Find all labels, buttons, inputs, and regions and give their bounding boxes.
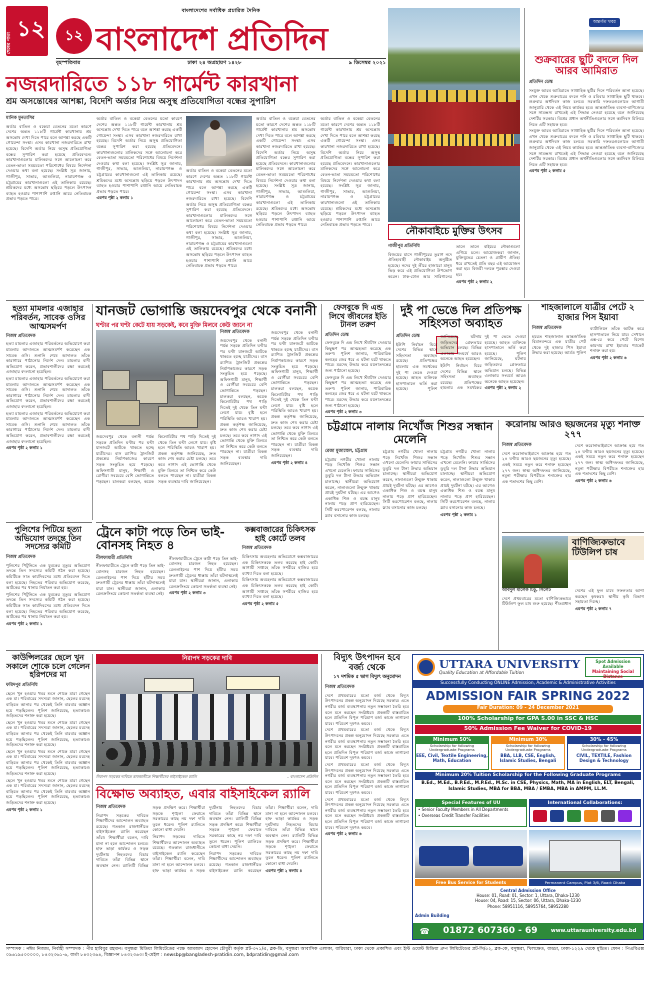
ad-scholarship-1: 100% Scholarship for GPA 5.00 in SSC & HSC <box>415 715 641 724</box>
ad-intl: International Collaborations: <box>529 799 641 827</box>
facebook-byline: প্রতিদিন ডেস্ক <box>325 332 349 338</box>
story-murder: হত্যা মামলার এজাহার পরিবর্তন, সাবেক ওসির আত্মসমর্পণ নিজস্ব প্রতিবেদক হত্যা মামলার এজাহার পরিবর্তনের অভিযোগে করা মামলায় আদালতে আত্মসমর্পণ করেছেন এক সাবেক ওসি। শুনানি শেষে আদালত তাঁকে কারাগারে পাঠানোর নির্দেশ দেন। মামলার বাদী অভিযোগ করেন, প্রভাবশালীদের রক্ষা করতেই এজাহার বদলানো হয়েছিল। হত্যা মামলার এজাহার পরিবর্তনের অভিযোগে করা মামলায় আদালতে আত্মসমর্পণ করেছেন এক সাবেক ওসি। শুনানি শেষে আদালত তাঁকে কারাগারে পাঠানোর নির্দেশ দেন। মামলার বাদী অভিযোগ করেন, প্রভাবশালীদের রক্ষা করতেই এজাহার বদলানো হয়েছিল। হত্যা মামলার এজাহার পরিবর্তনের অভিযোগে করা মামলায় আদালতে আত্মসমর্পণ করেছেন এক সাবেক ওসি। শুনানি শেষে আদালত তাঁকে কারাগারে পাঠানোর নির্দেশ দেন। মামলার বাদী অভিযোগ করেন, প্রভাবশালীদের রক্ষা করতেই এজাহার বদলানো হয়েছিল। এরপর পৃষ্ঠা ২ কলাম ১ <box>6 303 90 451</box>
tulip-byline: আবদুল মালেক টিটু, সিলেট <box>502 588 551 593</box>
sidebar-column: অন্তর্গত খবর শুক্রবারের ছুটি বদলে দিল আরব আমিরাত প্রতিদিন ডেস্ক সংযুক্ত আরব আমিরাতে সাপ্তাহিক ছুটির দিনে পরিবর্তন আনা হয়েছে। এখন থেকে শুক্রবারের বদলে শনি ও রবিবার সাপ্তাহিক ছুটি থাকবে। শুক্রবার অর্ধদিবস কাজ চলবে। সরকারি দফতরগুলোতে আগামী জানুয়ারি থেকে এই নিয়ম কার্যকর হবে। আন্তর্জাতিক ব্যবসা-বাণিজ্যের সঙ্গে সামঞ্জস্য রাখতেই এই সিদ্ধান্ত নেওয়া হয়েছে বলে জানিয়েছে দেশটির সরকার। বিশ্বের প্রধান অর্থনীতিগুলোর সঙ্গে কর্মদিবস মিলিয়ে নিতে এটি সহায়ক হবে। সংযুক্ত আরব আমিরাতে সাপ্তাহিক ছুটির দিনে পরিবর্তন আনা হয়েছে। এখন থেকে শুক্রবারের বদলে শনি ও রবিবার সাপ্তাহিক ছুটি থাকবে। শুক্রবার অর্ধদিবস কাজ চলবে। সরকারি দফতরগুলোতে আগামী জানুয়ারি থেকে এই নিয়ম কার্যকর হবে। আন্তর্জাতিক ব্যবসা-বাণিজ্যের সঙ্গে সামঞ্জস্য রাখতেই এই সিদ্ধান্ত নেওয়া হয়েছে বলে জানিয়েছে দেশটির সরকার। বিশ্বের প্রধান অর্থনীতিগুলোর সঙ্গে কর্মদিবস মিলিয়ে নিতে এটি সহায়ক হবে। এরপর পৃষ্ঠা ২ কলাম ৫ <box>524 8 644 298</box>
chittagong-body: চট্টগ্রাম নগরীর খোলা নালায় পড়ে নিখোঁজ শিশুর সন্ধান এখনো মেলেনি। ফায়ার সার্ভিসের ডুবুরি দল টানা উদ্ধার অভিযান চালাচ্ছে। স্থানীয়রা অভিযোগ করেন, নালাগুলো উন্মুক্ত থাকায় প্রায়ই দুর্ঘটনা ঘটছে। এর আগেও একাধিক শিশু ও বয়স্ক মানুষ নালায় পড়ে প্রাণ হারিয়েছেন। সিটি করপোরেশন বলছে, নালায় স্ল্যাব বসানোর কাজ চলছে। <box>325 456 380 518</box>
issue-date-en: ৯ ডিসেম্বর ২০২১ <box>348 60 386 66</box>
violence-headline: দুই পা ভেঙে দিল প্রতিপক্ষ সহিংসতা অব্যাহত <box>400 303 522 330</box>
lead-story <box>6 116 182 296</box>
traffic-headline: যানজট ভোগান্তি জয়দেবপুর থেকে বনানী <box>96 303 317 319</box>
traffic-subhead: ঘণ্টার পর ঘণ্টা কেটে যায় সড়কেই, কবে মুক্তি মিলবে কেউ জানে না <box>96 323 253 330</box>
police-body: পুলিশের পিটুনিতে এক যুবকের মৃত্যুর অভিযোগ তদন্তে তিন সদস্যের কমিটি গঠন করা হয়েছে। কমিটিকে সাত কার্যদিবসের মধ্যে প্রতিবেদন দিতে বলা হয়েছে। নিহতের পরিবার অভিযোগ করেছে, আটকের পর থানায় নির্যাতন করা হয়। <box>6 562 90 591</box>
phone-icon: ☎ <box>419 926 430 936</box>
imprint-footer: সম্পাদক : নঈম নিজাম, নির্বাহী সম্পাদক : পীর হাবিবুর রহমান। বসুন্ধরা মিডিয়া লিমিটেডের পক্ষে আমজাদ হোসেন চৌধুরী কর্তৃক প্লট-৩৭১/এ, ব্লক-ডি, বসুন্ধরা আবাসিক এলাকা, বারিধারা, ঢাকা থেকে প্রকাশিত এবং ইস্ট ওয়েস্ট মিডিয়া গ্রুপ লিমিটেডের প্লট-সি/৫২, ব্লক-কে, বসুন্ধরা, খিলক্ষেত, বাড্ডা, ঢাকা-১২২৯ থেকে মুদ্রিত। ফোন : পিএবিএক্স ০৯৬১৯৫০০০০০, ৮৪৩২৩৬১-৬, বার্তা ৮৪৩২৩৬৪, বিজ্ঞাপন ৮৪৩২৩৬৩। ই-মেইল : newsbp@bangladesh-pratidin.com, bdpratidin@gmail.com <box>6 947 644 959</box>
lead-headline: নজরদারিতে ১১৮ গার্মেন্ট কারখানা <box>6 71 298 96</box>
police-continuation: এরপর পৃষ্ঠা ২ কলাম ১ <box>6 620 43 626</box>
murder-byline: নিজস্ব প্রতিবেদক <box>6 333 36 339</box>
murder-continuation: এরপর পৃষ্ঠা ২ কলাম ১ <box>6 445 43 451</box>
facebook-body: ফেসবুকে দি এন্ড লিখে স্ট্যাটাস দেওয়ার কিছুক্ষণ পর আত্মহত্যা করেছে এক তরুণ। পুলিশ জানায়, পারিবারিক কলহের জের ধরে এ ঘটনা ঘটে থাকতে পারে। মরদেহ উদ্ধার করে ময়নাতদন্তের জন্য পাঠানো হয়েছে। <box>325 340 391 374</box>
tulip-continuation: এরপর পৃষ্ঠা ২ কলাম ৭ <box>575 605 612 611</box>
ad-header <box>413 655 643 679</box>
story-coxsbazar: কক্সবাজারের চিকিৎসক হাই কোর্টে তলব নিজস্ব প্রতিবেদক চিকিৎসায় অবহেলার অভিযোগে কক্সবাজারের এক চিকিৎসককে তলব করেছে হাই কোর্ট। আগামী সপ্তাহে তাঁকে সশরীরে হাজির হয়ে ব্যাখ্যা দিতে বলা হয়েছে। চিকিৎসায় অবহেলার অভিযোগে কক্সবাজারের এক চিকিৎসককে তলব করেছে হাই কোর্ট। আগামী সপ্তাহে তাঁকে সশরীরে হাজির হয়ে ব্যাখ্যা দিতে বলা হয়েছে। এরপর পৃষ্ঠা ২ কলাম ৫ <box>242 525 318 606</box>
ad-office: Central Admission Office House: 01, Road: 01, Sector: 1, Uttara, Dhaka-1230 House: 04, Road: 15, Sector: 06, Uttara, Dhaka-1230 Phone: 58951116, 58955764, 58952280 <box>475 888 581 909</box>
uae-continuation: এরপর পৃষ্ঠা ২ কলাম ৫ <box>529 168 566 174</box>
violence-byline: প্রতিদিন ডেস্ক <box>396 334 420 339</box>
airport-body: হযরত শাহজালাল আন্তর্জাতিক বিমানবন্দরে এক যাত্রীর পেট থেকে দুই হাজার পিস ইয়াবা উদ্ধার করা হয়েছে। আর্মড পুলিশ ব্যাটালিয়ন তাঁকে আটক করে হাসপাতালে নিয়ে যায়। সেখানে এক্স-রে করে পেটে বিশেষ কায়দায় রাখা ইয়াবার প্যাকেট শনাক্ত করা হয়। <box>532 326 644 356</box>
train-body: নীলফামারীতে ট্রেনে কাটা পড়ে তিন ভাই-বোনসহ চারজন নিহত হয়েছেন। রেললাইনের পাশ দিয়ে হাঁটার সময় দ্রুতগামী ট্রেনের ধাক্কায় তাঁরা ঘটনাস্থলেই মারা যান। স্থানীয়রা জানান, এলাকায় রেলক্রসিংয়ে কোনো সতর্কতা ব্যবস্থা নেই। <box>96 563 165 597</box>
masthead-tagline: বাংলাদেশের সর্বাধিক প্রচারিত দৈনিক <box>181 8 261 14</box>
protest-continuation: এরপর পৃষ্ঠা ২ কলাম ৪ <box>265 867 303 873</box>
sidebar-label: অন্তর্গত খবর <box>589 18 620 27</box>
protest-headline: বিক্ষোভ অব্যাহত, এবার বাইসাইকেল র‌্যালি <box>96 786 310 801</box>
protest-body: নিরাপদ সড়কের দাবিতে শিক্ষার্থীদের আন্দোলন অব্যাহত রয়েছে। গতকাল রাজধানীতে বাইসাইকেল র‌্যালি করেছেন তাঁরা। শিক্ষার্থীরা বলেন, দাবি মানা না হলে আন্দোলন চলবে। হাফ ভাড়া কার্যকর ও সড়ক দুর্ঘটনায় নিহতদের বিচার দাবিতে তাঁরা বিভিন্ন স্থানে অবস্থান নেন। র‌্যালিটি বিভিন্ন সড়ক প্রদক্ষিণ করে। শিক্ষার্থীরা সড়কে শৃঙ্খলা ফেরাতে সরকারের কাছে নয় দফা দাবি তুলে ধরেন। পুলিশ র‌্যালিতে কোনো বাধা দেয়নি। <box>96 805 205 868</box>
councillor-byline: ফরিদপুর প্রতিনিধি <box>6 683 38 689</box>
ad-graduate-programs: B.Ed., M.Ed., B.P.Ed., M.P.Ed., M.Sc. in CSE, Physics, Math, MA in English, ELT, Bengali, Islamic Studies, MBA for BBA, MBA / EMBA, MBA in AMPM, LL.M. <box>421 781 635 792</box>
violence-body: ইউপি নির্বাচন ঘিরে দেশের বিভিন্ন স্থানে সহিংসতা অব্যাহত রয়েছে। প্রতিপক্ষের হামলায় এক সমর্থকের দুই পা ভেঙে দেওয়া হয়েছে। আহত ব্যক্তিকে হাসপাতালে ভর্তি করা হয়েছে। পুলিশ জানিয়েছে, ঘটনায় জড়িতদের গ্রেফতারে অভিযান চলছে। বিভিন্ন এলাকায় সংঘর্ষে আরও অনেকে আহত হয়েছেন। <box>396 334 482 392</box>
story-facebook: ফেসবুকে দি এন্ড লিখে জীবনের ইতি টানল তরুণ প্রতিদিন ডেস্ক ফেসবুকে দি এন্ড লিখে স্ট্যাটাস দেওয়ার কিছুক্ষণ পর আত্মহত্যা করেছে এক তরুণ। পুলিশ জানায়, পারিবারিক কলহের জের ধরে এ ঘটনা ঘটে থাকতে পারে। মরদেহ উদ্ধার করে ময়নাতদন্তের জন্য পাঠানো হয়েছে। ফেসবুকে দি এন্ড লিখে স্ট্যাটাস দেওয়ার কিছুক্ষণ পর আত্মহত্যা করেছে এক তরুণ। পুলিশ জানায়, পারিবারিক কলহের জের ধরে এ ঘটনা ঘটে থাকতে পারে। মরদেহ উদ্ধার করে ময়নাতদন্তের জন্য পাঠানো হয়েছে। এরপর পৃষ্ঠা ২ কলাম ৩ <box>325 303 391 415</box>
power-byline: নিজস্ব প্রতিবেদক <box>325 685 355 691</box>
traffic-byline: নিজস্ব প্রতিবেদক <box>220 330 250 335</box>
ad-scholarship-2: 50% Admission Fee Waiver for COVID-19 <box>415 725 641 734</box>
ad-admin-label: Admin Building <box>415 913 450 918</box>
airport-continuation: এরপর পৃষ্ঠা ২ কলাম ৬ <box>590 355 627 360</box>
logo-mark: ১২ <box>56 18 92 54</box>
boat-headline: নৌকাবাইচে মুক্তির উৎসব <box>405 226 503 237</box>
ad-badge-spot: Spot Admission Available Maintaining Social Distance <box>585 657 641 677</box>
tulip-body: দেশে প্রথমবারের মতো বাণিজ্যিকভাবে টিউলিপ ফুল চাষ শুরু হয়েছে। শীতপ্রধান দেশের এই ফুল চাষে সফলতার আশা করছেন কৃষকরা। স্থানীয় কৃষি বিভাগ সহায়তা দিচ্ছে। <box>502 588 644 607</box>
uae-byline: প্রতিদিন ডেস্ক <box>529 80 553 86</box>
issue-day: বৃহস্পতিবার <box>56 60 81 66</box>
tulip-photo <box>502 536 568 588</box>
coxsbazar-headline: কক্সবাজারের চিকিৎসক হাই কোর্টে তলব <box>244 525 316 543</box>
lead-body-2: অর্ডার বাতিল ও বকেয়া বেতনের মতো কারণে দেশের অন্তত ১১৮টি গার্মেন্ট কারখানায় শ্রম অসন্তোষ দেখা দিতে পারে বলে আশঙ্কা করছে একটি গোয়েন্দা সংস্থা। এসব কারখানা নজরদারিতে রাখা হয়েছে। বিদেশি অর্ডার নিয়ে অসুস্থ প্রতিযোগিতা বন্ধের সুপারিশ করা হয়েছে প্রতিবেদনে। কারখানাগুলোর মালিকদের সঙ্গে আলোচনা করে বেতন-ভাতা সময়মতো পরিশোধের বিষয়ে নির্দেশনা দেওয়ার কথা বলা হয়েছে। সংশ্লিষ্ট সূত্র জানায়, গাজীপুর, সাভার, আশুলিয়া, নারায়ণগঞ্জ ও চট্টগ্রামের কারখানাগুলো এই তালিকায় রয়েছে। শ্রমিকদের মধ্যে অসন্তোষ ছড়িয়ে পড়লে উৎপাদন ব্যাহত হওয়ার পাশাপাশি রপ্তানি আয়ে নেতিবাচক প্রভাব পড়তে পারে। <box>96 116 182 194</box>
story-chittagong: চট্টগ্রামে নালায় নিখোঁজ শিশুর সন্ধান মেলেনি রেজা মুজাম্মেল, চট্টগ্রাম চট্টগ্রাম নগরীর খোলা নালায় পড়ে নিখোঁজ শিশুর সন্ধান এখনো মেলেনি। ফায়ার সার্ভিসের ডুবুরি দল টানা উদ্ধার অভিযান চালাচ্ছে। স্থানীয়রা অভিযোগ করেন, নালাগুলো উন্মুক্ত থাকায় প্রায়ই দুর্ঘটনা ঘটছে। এর আগেও একাধিক শিশু ও বয়স্ক মানুষ নালায় পড়ে প্রাণ হারিয়েছেন। সিটি করপোরেশন বলছে, নালায় স্ল্যাব বসানোর কাজ চলছে। চট্টগ্রাম নগরীর খোলা নালায় পড়ে নিখোঁজ শিশুর সন্ধান এখনো মেলেনি। ফায়ার সার্ভিসের ডুবুরি দল টানা উদ্ধার অভিযান চালাচ্ছে। স্থানীয়রা অভিযোগ করেন, নালাগুলো উন্মুক্ত থাকায় প্রায়ই দুর্ঘটনা ঘটছে। এর আগেও একাধিক শিশু ও বয়স্ক মানুষ নালায় পড়ে প্রাণ হারিয়েছেন। সিটি করপোরেশন বলছে, নালায় স্ল্যাব বসানোর কাজ চলছে। চট্টগ্রাম নগরীর খোলা নালায় পড়ে নিখোঁজ শিশুর সন্ধান এখনো মেলেনি। ফায়ার সার্ভিসের ডুবুরি দল টানা উদ্ধার অভিযান চালাচ্ছে। স্থানীয়রা অভিযোগ করেন, নালাগুলো উন্মুক্ত থাকায় প্রায়ই দুর্ঘটনা ঘটছে। এর আগেও একাধিক শিশু ও বয়স্ক মানুষ নালায় পড়ে প্রাণ হারিয়েছেন। সিটি করপোরেশন বলছে, নালায় স্ল্যাব বসানোর কাজ চলছে। এরপর পৃষ্ঠা ২ কলাম ১ <box>325 419 495 518</box>
story-councillor: কাউন্সিলরের ছেলে খুন সকালে শোকে চলে গেলেন হরিপদের মা ফরিদপুর প্রতিনিধি ছেলে খুন হওয়ার খবর শুনে শোকে মারা গেছেন এক মা। পরিবারের সদস্যরা জানান, ছেলের মরদেহ বাড়িতে আনার পর থেকেই তিনি বারবার অজ্ঞান হয়ে পড়ছিলেন। পুলিশ জানিয়েছে, হত্যাকাণ্ডে জড়িতদের শনাক্ত করা হয়েছে। ছেলে খুন হওয়ার খবর শুনে শোকে মারা গেছেন এক মা। পরিবারের সদস্যরা জানান, ছেলের মরদেহ বাড়িতে আনার পর থেকেই তিনি বারবার অজ্ঞান হয়ে পড়ছিলেন। পুলিশ জানিয়েছে, হত্যাকাণ্ডে জড়িতদের শনাক্ত করা হয়েছে। ছেলে খুন হওয়ার খবর শুনে শোকে মারা গেছেন এক মা। পরিবারের সদস্যরা জানান, ছেলের মরদেহ বাড়িতে আনার পর থেকেই তিনি বারবার অজ্ঞান হয়ে পড়ছিলেন। পুলিশ জানিয়েছে, হত্যাকাণ্ডে জড়িতদের শনাক্ত করা হয়েছে। ছেলে খুন হওয়ার খবর শুনে শোকে মারা গেছেন এক মা। পরিবারের সদস্যরা জানান, ছেলের মরদেহ বাড়িতে আনার পর থেকেই তিনি বারবার অজ্ঞান হয়ে পড়ছিলেন। পুলিশ জানিয়েছে, হত্যাকাণ্ডে জড়িতদের শনাক্ত করা হয়েছে। এরপর পৃষ্ঠা ২ কলাম ১ <box>6 653 90 812</box>
train-continuation: এরপর পৃষ্ঠা ২ কলাম ৩ <box>169 590 206 596</box>
councillor-continuation: এরপর পৃষ্ঠা ২ কলাম ১ <box>6 806 43 812</box>
ad-title: ADMISSION FAIR SPRING 2022 <box>426 689 630 703</box>
story-airport <box>532 304 644 414</box>
lead-subhead: শ্রম অসন্তোষের আশঙ্কা, বিদেশি অর্ডার নিয়ে অসুস্থ প্রতিযোগিতা বন্ধের সুপারিশ <box>6 97 276 107</box>
ad-box-1: Minimum 50% Scholarship for following Undergraduate Programs EEE, Civil, Textile Engineering, Math, Education <box>415 736 489 770</box>
story-corona: করোনায় আরও ছয়জনের মৃত্যু শনাক্ত ২৭৭ নিজস্ব প্রতিবেদক দেশে করোনাভাইরাসে আক্রান্ত হয়ে গত ২৪ ঘণ্টায় আরও ছয়জনের মৃত্যু হয়েছে। একই সময়ে নতুন করে শনাক্ত হয়েছেন ২৭৭ জন। স্বাস্থ্য অধিদফতর জানিয়েছে, নমুনা পরীক্ষার বিপরীতে শনাক্তের হার এক শতাংশের কিছু বেশি। দেশে করোনাভাইরাসে আক্রান্ত হয়ে গত ২৪ ঘণ্টায় আরও ছয়জনের মৃত্যু হয়েছে। একই সময়ে নতুন করে শনাক্ত হয়েছেন ২৭৭ জন। স্বাস্থ্য অধিদফতর জানিয়েছে, নমুনা পরীক্ষার বিপরীতে শনাক্তের হার এক শতাংশের কিছু বেশি। এরপর পৃষ্ঠা ২ কলাম ৬ <box>502 420 644 484</box>
uae-headline: শুক্রবারের ছুটি বদলে দিল আরব আমিরাত <box>534 55 639 78</box>
lead-byline: মানিক মুনতাসির <box>6 116 35 121</box>
murder-headline: হত্যা মামলার এজাহার পরিবর্তন, সাবেক ওসির আত্মসমর্পণ <box>10 303 86 331</box>
lead-body: অর্ডার বাতিল ও বকেয়া বেতনের মতো কারণে দেশের অন্তত ১১৮টি গার্মেন্ট কারখানায় শ্রম অসন্তোষ দেখা দিতে পারে বলে আশঙ্কা করছে একটি গোয়েন্দা সংস্থা। এসব কারখানা নজরদারিতে রাখা হয়েছে। বিদেশি অর্ডার নিয়ে অসুস্থ প্রতিযোগিতা বন্ধের সুপারিশ করা হয়েছে প্রতিবেদনে। কারখানাগুলোর মালিকদের সঙ্গে আলোচনা করে বেতন-ভাতা সময়মতো পরিশোধের বিষয়ে নির্দেশনা দেওয়ার কথা বলা হয়েছে। সংশ্লিষ্ট সূত্র জানায়, গাজীপুর, সাভার, আশুলিয়া, নারায়ণগঞ্জ ও চট্টগ্রামের কারখানাগুলো এই তালিকায় রয়েছে। শ্রমিকদের মধ্যে অসন্তোষ ছড়িয়ে পড়লে উৎপাদন ব্যাহত হওয়ার পাশাপাশি রপ্তানি আয়ে নেতিবাচক প্রভাব পড়তে পারে। <box>6 123 92 202</box>
ad-contact-bar[interactable] <box>413 923 643 939</box>
chittagong-continuation: এরপর পৃষ্ঠা ২ কলাম ১ <box>440 511 477 517</box>
story-traffic: যানজট ভোগান্তি জয়দেবপুর থেকে বনানী ঘণ্টার পর ঘণ্টা কেটে যায় সড়কেই, কবে মুক্তি মিলবে কেউ জানে না জয়দেবপুর থেকে বনানী পর্যন্ত সড়কে প্রতিদিন ঘণ্টার পর ঘণ্টা যানজটে আটকে থাকতে হচ্ছে যাত্রীদের। বাস র‌্যাপিড ট্রানজিট প্রকল্পের নির্মাণকাজের কারণে সড়ক সংকুচিত হয়ে পড়েছে। অফিসগামী মানুষ, শিক্ষার্থী ও রোগীরা সবচেয়ে বেশি ভোগান্তিতে পড়ছেন। চালকরা বলছেন, কয়েক কিলোমিটার পথ পাড়ি দিতেই দুই থেকে তিন ঘণ্টা লেগে যায়। বৃষ্টি হলে পরিস্থিতি আরও খারাপ হয়। প্রকল্প কর্তৃপক্ষ জানিয়েছে, দ্রুত কাজ শেষ করার চেষ্টা চলছে। তবে কবে নাগাদ এই ভোগান্তি থেকে মুক্তি মিলবে তা নিশ্চিত করে কেউ বলতে পারছেন না। যাত্রীরা বিকল্প সড়ক ব্যবস্থার দাবি জানিয়েছেন। নিজস্ব প্রতিবেদক জয়দেবপুর থেকে বনানী পর্যন্ত সড়কে প্রতিদিন ঘণ্টার পর ঘণ্টা যানজটে আটকে থাকতে হচ্ছে যাত্রীদের। বাস র‌্যাপিড ট্রানজিট প্রকল্পের নির্মাণকাজের কারণে সড়ক সংকুচিত হয়ে পড়েছে। অফিসগামী মানুষ, শিক্ষার্থী ও রোগীরা সবচেয়ে বেশি ভোগান্তিতে পড়ছেন। চালকরা বলছেন, কয়েক কিলোমিটার পথ পাড়ি দিতেই দুই থেকে তিন ঘণ্টা লেগে যায়। বৃষ্টি হলে পরিস্থিতি আরও খারাপ হয়। প্রকল্প কর্তৃপক্ষ জানিয়েছে, দ্রুত কাজ শেষ করার চেষ্টা চলছে। তবে কবে নাগাদ এই ভোগান্তি থেকে মুক্তি মিলবে তা নিশ্চিত করে কেউ বলতে পারছেন না। যাত্রীরা বিকল্প সড়ক ব্যবস্থার দাবি জানিয়েছেন। জয়দেবপুর থেকে বনানী পর্যন্ত সড়কে প্রতিদিন ঘণ্টার পর ঘণ্টা যানজটে আটকে থাকতে হচ্ছে যাত্রীদের। বাস র‌্যাপিড ট্রানজিট প্রকল্পের নির্মাণকাজের কারণে সড়ক সংকুচিত হয়ে পড়েছে। অফিসগামী মানুষ, শিক্ষার্থী ও রোগীরা সবচেয়ে বেশি ভোগান্তিতে পড়ছেন। চালকরা বলছেন, কয়েক কিলোমিটার পথ পাড়ি দিতেই দুই থেকে তিন ঘণ্টা লেগে যায়। বৃষ্টি হলে পরিস্থিতি আরও খারাপ হয়। প্রকল্প কর্তৃপক্ষ জানিয়েছে, দ্রুত কাজ শেষ করার চেষ্টা চলছে। তবে কবে নাগাদ এই ভোগান্তি থেকে মুক্তি মিলবে তা নিশ্চিত করে কেউ বলতে পারছেন না। যাত্রীরা বিকল্প সড়ক ব্যবস্থার দাবি জানিয়েছেন। এরপর পৃষ্ঠা ২ কলাম ৪ <box>96 303 318 484</box>
partner-logos-icon <box>530 807 640 825</box>
power-body: দেশে প্রথমবারের মতো বর্জ্য থেকে বিদ্যুৎ উৎপাদনের প্রকল্প অনুমোদন দিয়েছে সরকার। এতে নগরীর বর্জ্য ব্যবস্থাপনায় নতুন সম্ভাবনা তৈরি হবে বলে মনে করছেন সংশ্লিষ্টরা। প্রকল্পটি বাস্তবায়িত হলে প্রতিদিন বিপুল পরিমাণ বর্জ্য কাজে লাগানো যাবে। পরিবেশ দূষণও কমবে। <box>325 692 409 726</box>
corona-headline: করোনায় আরও ছয়জনের মৃত্যু শনাক্ত ২৭৭ <box>505 420 641 441</box>
councillor-body: ছেলে খুন হওয়ার খবর শুনে শোকে মারা গেছেন এক মা। পরিবারের সদস্যরা জানান, ছেলের মরদেহ বাড়িতে আনার পর থেকেই তিনি বারবার অজ্ঞান হয়ে পড়ছিলেন। পুলিশ জানিয়েছে, হত্যাকাণ্ডে জড়িতদের শনাক্ত করা হয়েছে। <box>6 690 90 719</box>
uae-photo <box>589 30 643 52</box>
safe-road-band: নিরাপদ সড়কের দাবি <box>96 654 318 664</box>
newspaper-title: বাংলাদেশ প্রতিদিন <box>96 20 328 58</box>
train-byline: নীলফামারী প্রতিনিধি <box>96 555 132 561</box>
uae-body: সংযুক্ত আরব আমিরাতে সাপ্তাহিক ছুটির দিনে পরিবর্তন আনা হয়েছে। এখন থেকে শুক্রবারের বদলে শনি ও রবিবার সাপ্তাহিক ছুটি থাকবে। শুক্রবার অর্ধদিবস কাজ চলবে। সরকারি দফতরগুলোতে আগামী জানুয়ারি থেকে এই নিয়ম কার্যকর হবে। আন্তর্জাতিক ব্যবসা-বাণিজ্যের সঙ্গে সামঞ্জস্য রাখতেই এই সিদ্ধান্ত নেওয়া হয়েছে বলে জানিয়েছে দেশটির সরকার। বিশ্বের প্রধান অর্থনীতিগুলোর সঙ্গে কর্মদিবস মিলিয়ে নিতে এটি সহায়ক হবে। <box>529 87 644 127</box>
uttara-university-ad[interactable] <box>412 654 644 940</box>
boat-story <box>388 244 520 296</box>
rally-photo-caption: নিরাপদ সড়কের দাবিতে রাজধানীতে শিক্ষার্থীদের বাইসাইকেল র‌্যালি – বাংলাদেশ প্রতিদিন <box>96 774 318 779</box>
corona-byline: নিজস্ব প্রতিবেদক <box>502 443 532 449</box>
traffic-body: জয়দেবপুর থেকে বনানী পর্যন্ত সড়কে প্রতিদিন ঘণ্টার পর ঘণ্টা যানজটে আটকে থাকতে হচ্ছে যাত্রীদের। বাস র‌্যাপিড ট্রানজিট প্রকল্পের নির্মাণকাজের কারণে সড়ক সংকুচিত হয়ে পড়েছে। অফিসগামী মানুষ, শিক্ষার্থী ও রোগীরা সবচেয়ে বেশি ভোগান্তিতে পড়ছেন। চালকরা বলছেন, কয়েক কিলোমিটার পথ পাড়ি দিতেই দুই থেকে তিন ঘণ্টা লেগে যায়। বৃষ্টি হলে পরিস্থিতি আরও খারাপ হয়। প্রকল্প কর্তৃপক্ষ জানিয়েছে, দ্রুত কাজ শেষ করার চেষ্টা চলছে। তবে কবে নাগাদ এই ভোগান্তি থেকে মুক্তি মিলবে তা নিশ্চিত করে কেউ বলতে পারছেন না। যাত্রীরা বিকল্প সড়ক ব্যবস্থার দাবি জানিয়েছেন। <box>220 337 267 466</box>
ad-bus-photo <box>415 830 527 878</box>
protest-byline: নিজস্ব প্রতিবেদক <box>96 805 126 810</box>
bicycle-rally-photo <box>96 664 318 772</box>
ad-campus-label: Permanent Campus, Plot 3/6, Road: Dhaka <box>529 879 641 886</box>
councillor-headline: কাউন্সিলরের ছেলে খুন সকালে শোকে চলে গেলেন হরিপদের মা <box>6 653 90 680</box>
ad-university-name: UTTARA UNIVERSITY <box>439 657 581 671</box>
boat-body: বিজয়ের মাসে গাজীপুরের তুরাগ নদে ঐতিহ্যবাহী নৌকাবাইচ অনুষ্ঠিত হয়েছে। নদের দুই তীরে হাজারো মানুষ ভিড় করে এই প্রতিযোগিতা উপভোগ করেন। ঢাক-ঢোল আর সারিগানের তালে তালে বাইচের নৌকাগুলো এগিয়ে চলে। আয়োজকরা জানান, মুক্তিযুদ্ধের চেতনা ও গ্রামীণ ঐতিহ্য ধরে রাখতেই প্রতি বছর এই আয়োজন করা হয়। বিজয়ী দলকে পুরস্কার দেওয়া হয়। <box>388 244 520 279</box>
coxsbazar-body: চিকিৎসায় অবহেলার অভিযোগে কক্সবাজারের এক চিকিৎসককে তলব করেছে হাই কোর্ট। আগামী সপ্তাহে তাঁকে সশরীরে হাজির হয়ে ব্যাখ্যা দিতে বলা হয়েছে। <box>242 554 318 576</box>
power-continuation: এরপর পৃষ্ঠা ২ কলাম ৬ <box>325 831 362 837</box>
police-headline: পুলিশের পিটিয়ে হত্যা অভিযোগ তদন্তে তিন সদস্যের কমিটি <box>14 525 82 552</box>
ad-fair-date: Fair Duration: 09 - 24 December 2021 <box>443 705 613 713</box>
police-byline: নিজস্ব প্রতিবেদক <box>6 555 36 561</box>
facebook-continuation: এরপর পৃষ্ঠা ২ কলাম ৩ <box>325 409 362 415</box>
traffic-continuation: এরপর পৃষ্ঠা ২ কলাম ৪ <box>271 459 308 465</box>
page-badge-side: শেষের পাতা <box>7 32 12 54</box>
airport-headline: শাহজালালে যাত্রীর পেটে ২ হাজার পিস ইয়াবা <box>541 303 635 323</box>
corona-continuation: এরপর পৃষ্ঠা ২ কলাম ৬ <box>575 477 612 483</box>
ad-website[interactable]: www.uttarauniversity.edu.bd <box>550 928 637 934</box>
corona-body: দেশে করোনাভাইরাসে আক্রান্ত হয়ে গত ২৪ ঘণ্টায় আরও ছয়জনের মৃত্যু হয়েছে। একই সময়ে নতুন করে শনাক্ত হয়েছেন ২৭৭ জন। স্বাস্থ্য অধিদফতর জানিয়েছে, নমুনা পরীক্ষার বিপরীতে শনাক্তের হার এক শতাংশের কিছু বেশি। <box>502 450 571 484</box>
coxsbazar-continuation: এরপর পৃষ্ঠা ২ কলাম ৫ <box>242 600 279 606</box>
story-train: ট্রেনে কাটা পড়ে তিন ভাই-বোনসহ নিহত ৪ নীলফামারী প্রতিনিধি নীলফামারীতে ট্রেনে কাটা পড়ে তিন ভাই-বোনসহ চারজন নিহত হয়েছেন। রেললাইনের পাশ দিয়ে হাঁটার সময় দ্রুতগামী ট্রেনের ধাক্কায় তাঁরা ঘটনাস্থলেই মারা যান। স্থানীয়রা জানান, এলাকায় রেলক্রসিংয়ে কোনো সতর্কতা ব্যবস্থা নেই। নীলফামারীতে ট্রেনে কাটা পড়ে তিন ভাই-বোনসহ চারজন নিহত হয়েছেন। রেললাইনের পাশ দিয়ে হাঁটার সময় দ্রুতগামী ট্রেনের ধাক্কায় তাঁরা ঘটনাস্থলেই মারা যান। স্থানীয়রা জানান, এলাকায় রেলক্রসিংয়ে কোনো সতর্কতা ব্যবস্থা নেই। এরপর পৃষ্ঠা ২ কলাম ৩ <box>96 525 238 597</box>
facebook-headline: ফেসবুকে দি এন্ড লিখে জীবনের ইতি টানল তরুণ <box>329 303 387 329</box>
story-tulip <box>502 536 644 650</box>
boat-continuation: এরপর পৃষ্ঠা ২ কলাম ২ <box>456 278 493 284</box>
ad-banner: Successfully Conducting ONLINE Admission, Academic & Administrative Activities <box>413 680 643 688</box>
power-headline: বিদ্যুৎ উৎপাদন হবে বর্জ্য থেকে <box>333 653 401 673</box>
power-subhead: ১৭ দশমিক ৫ ভাগ বিদ্যুৎ অনুমোদন <box>333 675 401 681</box>
story-violence: দুই পা ভেঙে দিল প্রতিপক্ষ সহিংসতা অব্যাহত প্রতিদিন ডেস্ক ইউপি নির্বাচন ঘিরে দেশের বিভিন্ন স্থানে সহিংসতা অব্যাহত রয়েছে। প্রতিপক্ষের হামলায় এক সমর্থকের দুই পা ভেঙে দেওয়া হয়েছে। আহত ব্যক্তিকে হাসপাতালে ভর্তি করা হয়েছে। পুলিশ জানিয়েছে, ঘটনায় জড়িতদের গ্রেফতারে অভিযান চলছে। বিভিন্ন এলাকায় সংঘর্ষে আরও অনেকে আহত হয়েছেন। ইউপি নির্বাচন ঘিরে দেশের বিভিন্ন স্থানে সহিংসতা অব্যাহত রয়েছে। প্রতিপক্ষের হামলায় এক সমর্থকের দুই পা ভেঙে দেওয়া হয়েছে। আহত ব্যক্তিকে হাসপাতালে ভর্তি করা হয়েছে। পুলিশ জানিয়েছে, ঘটনায় জড়িতদের গ্রেফতারে অভিযান চলছে। বিভিন্ন এলাকায় সংঘর্ষে আরও অনেকে আহত হয়েছেন। এরপর পৃষ্ঠা ২ কলাম ২ <box>396 303 526 392</box>
murder-body: হত্যা মামলার এজাহার পরিবর্তনের অভিযোগে করা মামলায় আদালতে আত্মসমর্পণ করেছেন এক সাবেক ওসি। শুনানি শেষে আদালত তাঁকে কারাগারে পাঠানোর নির্দেশ দেন। মামলার বাদী অভিযোগ করেন, প্রভাবশালীদের রক্ষা করতেই এজাহার বদলানো হয়েছিল। <box>6 341 90 375</box>
ad-phone[interactable]: 01872 607360 - 69 <box>443 926 538 936</box>
page-badge <box>6 6 48 56</box>
ad-box-3: 30% - 45% Scholarship for following Undergraduate Programs CIVIL, TEXTILE, Fashion Design & Technology <box>567 736 641 770</box>
violence-continuation: এরপর পৃষ্ঠা ২ কলাম ২ <box>484 385 522 391</box>
lead-continuation: এরপর পৃষ্ঠা ২ কলাম ১ <box>96 195 134 201</box>
garment-factory-photo <box>186 116 252 166</box>
page-number: ১২ <box>16 16 46 42</box>
lead-story-col3: অর্ডার বাতিল ও বকেয়া বেতনের মতো কারণে দেশের অন্তত ১১৮টি গার্মেন্ট কারখানায় শ্রম অসন্তোষ দেখা দিতে পারে বলে আশঙ্কা করছে একটি গোয়েন্দা সংস্থা। এসব কারখানা নজরদারিতে রাখা হয়েছে। বিদেশি অর্ডার নিয়ে অসুস্থ প্রতিযোগিতা বন্ধের সুপারিশ করা হয়েছে প্রতিবেদনে। কারখানাগুলোর মালিকদের সঙ্গে আলোচনা করে বেতন-ভাতা সময়মতো পরিশোধের বিষয়ে নির্দেশনা দেওয়ার কথা বলা হয়েছে। সংশ্লিষ্ট সূত্র জানায়, গাজীপুর, সাভার, আশুলিয়া, নারায়ণগঞ্জ ও চট্টগ্রামের কারখানাগুলো এই তালিকায় রয়েছে। শ্রমিকদের মধ্যে অসন্তোষ ছড়িয়ে পড়লে উৎপাদন ব্যাহত হওয়ার পাশাপাশি রপ্তানি আয়ে নেতিবাচক প্রভাব পড়তে পারে। <box>186 168 252 269</box>
traffic-photo <box>96 330 216 430</box>
ad-campus-photo <box>529 830 641 878</box>
chittagong-byline: রেজা মুজাম্মেল, চট্টগ্রাম <box>325 449 368 455</box>
boat-byline: গাজীপুর প্রতিনিধি <box>388 244 420 249</box>
chittagong-headline: চট্টগ্রামে নালায় নিখোঁজ শিশুর সন্ধান মেলেনি <box>327 419 493 446</box>
ad-box-2: Minimum 30% Scholarship for following Undergraduate Programs BBA, LLB, CSE, English, Islamic Studies, Bengali <box>491 736 565 770</box>
issue-date-bn: ঢাকা ২৪ অগ্রহায়ণ ১৪২৮ <box>187 60 242 66</box>
uu-logo-icon <box>417 658 435 676</box>
train-headline: ট্রেনে কাটা পড়ে তিন ভাই-বোনসহ নিহত ৪ <box>96 525 225 553</box>
ad-tagline: Quality Education at Affordable Tuition <box>439 671 525 676</box>
story-police: পুলিশের পিটিয়ে হত্যা অভিযোগ তদন্তে তিন সদস্যের কমিটি নিজস্ব প্রতিবেদক পুলিশের পিটুনিতে এক যুবকের মৃত্যুর অভিযোগ তদন্তে তিন সদস্যের কমিটি গঠন করা হয়েছে। কমিটিকে সাত কার্যদিবসের মধ্যে প্রতিবেদন দিতে বলা হয়েছে। নিহতের পরিবার অভিযোগ করেছে, আটকের পর থানায় নির্যাতন করা হয়। পুলিশের পিটুনিতে এক যুবকের মৃত্যুর অভিযোগ তদন্তে তিন সদস্যের কমিটি গঠন করা হয়েছে। কমিটিকে সাত কার্যদিবসের মধ্যে প্রতিবেদন দিতে বলা হয়েছে। নিহতের পরিবার অভিযোগ করেছে, আটকের পর থানায় নির্যাতন করা হয়। এরপর পৃষ্ঠা ২ কলাম ১ <box>6 525 90 626</box>
lead-story-col4: অর্ডার বাতিল ও বকেয়া বেতনের মতো কারণে দেশের অন্তত ১১৮টি গার্মেন্ট কারখানায় শ্রম অসন্তোষ দেখা দিতে পারে বলে আশঙ্কা করছে একটি গোয়েন্দা সংস্থা। এসব কারখানা নজরদারিতে রাখা হয়েছে। বিদেশি অর্ডার নিয়ে অসুস্থ প্রতিযোগিতা বন্ধের সুপারিশ করা হয়েছে প্রতিবেদনে। কারখানাগুলোর মালিকদের সঙ্গে আলোচনা করে বেতন-ভাতা সময়মতো পরিশোধের বিষয়ে নির্দেশনা দেওয়ার কথা বলা হয়েছে। সংশ্লিষ্ট সূত্র জানায়, গাজীপুর, সাভার, আশুলিয়া, নারায়ণগঞ্জ ও চট্টগ্রামের কারখানাগুলো এই তালিকায় রয়েছে। শ্রমিকদের মধ্যে অসন্তোষ ছড়িয়ে পড়লে উৎপাদন ব্যাহত হওয়ার পাশাপাশি রপ্তানি আয়ে নেতিবাচক প্রভাব পড়তে পারে। অর্ডার বাতিল ও বকেয়া বেতনের মতো কারণে দেশের অন্তত ১১৮টি গার্মেন্ট কারখানায় শ্রম অসন্তোষ দেখা দিতে পারে বলে আশঙ্কা করছে একটি গোয়েন্দা সংস্থা। এসব কারখানা নজরদারিতে রাখা হয়েছে। বিদেশি অর্ডার নিয়ে অসুস্থ প্রতিযোগিতা বন্ধের সুপারিশ করা হয়েছে প্রতিবেদনে। কারখানাগুলোর মালিকদের সঙ্গে আলোচনা করে বেতন-ভাতা সময়মতো পরিশোধের বিষয়ে নির্দেশনা দেওয়ার কথা বলা হয়েছে। সংশ্লিষ্ট সূত্র জানায়, গাজীপুর, সাভার, আশুলিয়া, নারায়ণগঞ্জ ও চট্টগ্রামের কারখানাগুলো এই তালিকায় রয়েছে। শ্রমিকদের মধ্যে অসন্তোষ ছড়িয়ে পড়লে উৎপাদন ব্যাহত হওয়ার পাশাপাশি রপ্তানি আয়ে নেতিবাচক প্রভাব পড়তে পারে। <box>256 116 380 228</box>
story-protest: বিক্ষোভ অব্যাহত, এবার বাইসাইকেল র‌্যালি নিজস্ব প্রতিবেদক নিরাপদ সড়কের দাবিতে শিক্ষার্থীদের আন্দোলন অব্যাহত রয়েছে। গতকাল রাজধানীতে বাইসাইকেল র‌্যালি করেছেন তাঁরা। শিক্ষার্থীরা বলেন, দাবি মানা না হলে আন্দোলন চলবে। হাফ ভাড়া কার্যকর ও সড়ক দুর্ঘটনায় নিহতদের বিচার দাবিতে তাঁরা বিভিন্ন স্থানে অবস্থান নেন। র‌্যালিটি বিভিন্ন সড়ক প্রদক্ষিণ করে। শিক্ষার্থীরা সড়কে শৃঙ্খলা ফেরাতে সরকারের কাছে নয় দফা দাবি তুলে ধরেন। পুলিশ র‌্যালিতে কোনো বাধা দেয়নি। নিরাপদ সড়কের দাবিতে শিক্ষার্থীদের আন্দোলন অব্যাহত রয়েছে। গতকাল রাজধানীতে বাইসাইকেল র‌্যালি করেছেন তাঁরা। শিক্ষার্থীরা বলেন, দাবি মানা না হলে আন্দোলন চলবে। হাফ ভাড়া কার্যকর ও সড়ক দুর্ঘটনায় নিহতদের বিচার দাবিতে তাঁরা বিভিন্ন স্থানে অবস্থান নেন। র‌্যালিটি বিভিন্ন সড়ক প্রদক্ষিণ করে। শিক্ষার্থীরা সড়কে শৃঙ্খলা ফেরাতে সরকারের কাছে নয় দফা দাবি তুলে ধরেন। পুলিশ র‌্যালিতে কোনো বাধা দেয়নি। নিরাপদ সড়কের দাবিতে শিক্ষার্থীদের আন্দোলন অব্যাহত রয়েছে। গতকাল রাজধানীতে বাইসাইকেল র‌্যালি করেছেন তাঁরা। শিক্ষার্থীরা বলেন, দাবি মানা না হলে আন্দোলন চলবে। হাফ ভাড়া কার্যকর ও সড়ক দুর্ঘটনায় নিহতদের বিচার দাবিতে তাঁরা বিভিন্ন স্থানে অবস্থান নেন। র‌্যালিটি বিভিন্ন সড়ক প্রদক্ষিণ করে। শিক্ষার্থীরা সড়কে শৃঙ্খলা ফেরাতে সরকারের কাছে নয় দফা দাবি তুলে ধরেন। পুলিশ র‌্যালিতে কোনো বাধা দেয়নি। এরপর পৃষ্ঠা ২ কলাম ৪ <box>96 786 318 873</box>
ad-tuition-head: Minimum 20% Tuition Scholarship for the Following Graduate Programs <box>415 772 641 780</box>
story-power: বিদ্যুৎ উৎপাদন হবে বর্জ্য থেকে ১৭ দশমিক ৫ ভাগ বিদ্যুৎ অনুমোদন নিজস্ব প্রতিবেদক দেশে প্রথমবারের মতো বর্জ্য থেকে বিদ্যুৎ উৎপাদনের প্রকল্প অনুমোদন দিয়েছে সরকার। এতে নগরীর বর্জ্য ব্যবস্থাপনায় নতুন সম্ভাবনা তৈরি হবে বলে মনে করছেন সংশ্লিষ্টরা। প্রকল্পটি বাস্তবায়িত হলে প্রতিদিন বিপুল পরিমাণ বর্জ্য কাজে লাগানো যাবে। পরিবেশ দূষণও কমবে। দেশে প্রথমবারের মতো বর্জ্য থেকে বিদ্যুৎ উৎপাদনের প্রকল্প অনুমোদন দিয়েছে সরকার। এতে নগরীর বর্জ্য ব্যবস্থাপনায় নতুন সম্ভাবনা তৈরি হবে বলে মনে করছেন সংশ্লিষ্টরা। প্রকল্পটি বাস্তবায়িত হলে প্রতিদিন বিপুল পরিমাণ বর্জ্য কাজে লাগানো যাবে। পরিবেশ দূষণও কমবে। দেশে প্রথমবারের মতো বর্জ্য থেকে বিদ্যুৎ উৎপাদনের প্রকল্প অনুমোদন দিয়েছে সরকার। এতে নগরীর বর্জ্য ব্যবস্থাপনায় নতুন সম্ভাবনা তৈরি হবে বলে মনে করছেন সংশ্লিষ্টরা। প্রকল্পটি বাস্তবায়িত হলে প্রতিদিন বিপুল পরিমাণ বর্জ্য কাজে লাগানো যাবে। পরিবেশ দূষণও কমবে। দেশে প্রথমবারের মতো বর্জ্য থেকে বিদ্যুৎ উৎপাদনের প্রকল্প অনুমোদন দিয়েছে সরকার। এতে নগরীর বর্জ্য ব্যবস্থাপনায় নতুন সম্ভাবনা তৈরি হবে বলে মনে করছেন সংশ্লিষ্টরা। প্রকল্পটি বাস্তবায়িত হলে প্রতিদিন বিপুল পরিমাণ বর্জ্য কাজে লাগানো যাবে। পরিবেশ দূষণও কমবে। এরপর পৃষ্ঠা ২ কলাম ৬ <box>325 653 409 837</box>
airport-byline: নিজস্ব প্রতিবেদক <box>532 326 562 332</box>
date-bar <box>56 58 386 68</box>
masthead-logo <box>56 16 386 58</box>
ad-features: Special Features of UU • Senior Faculty Members in All Departments • Overseas Credit Transfer Facilities <box>415 799 527 827</box>
coxsbazar-byline: নিজস্ব প্রতিবেদক <box>242 546 272 552</box>
ad-bus-label: Free Bus Service for Students <box>415 879 527 886</box>
tulip-headline: বাণিজ্যিকভাবে টিউলিপ চাষ <box>502 536 644 560</box>
boat-title-bar <box>388 224 520 240</box>
